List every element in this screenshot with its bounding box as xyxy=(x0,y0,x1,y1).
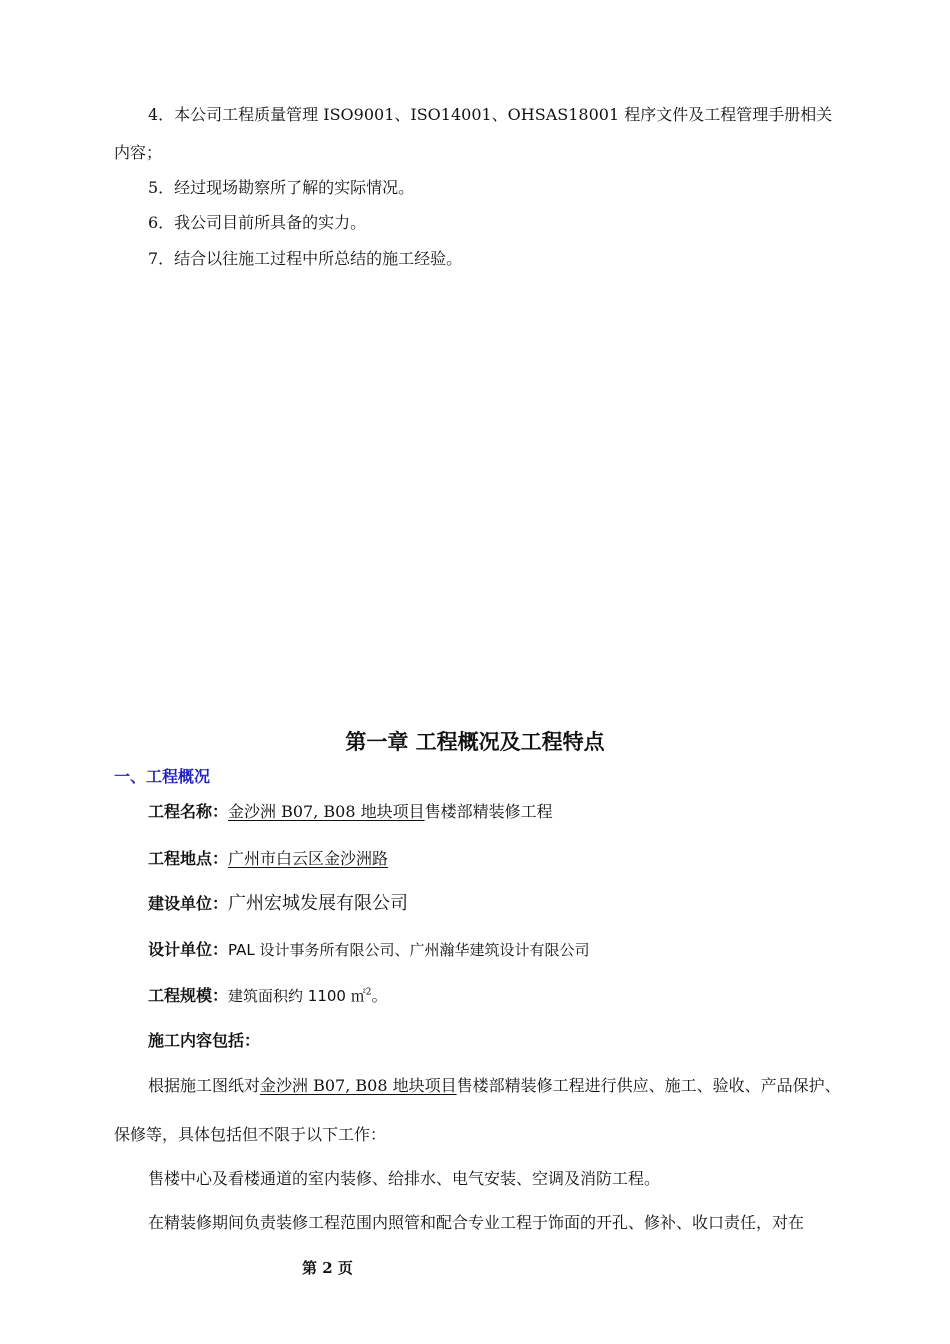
scope-label xyxy=(148,1031,260,1051)
scope-p1-underlined: 金沙洲 B07, B08 地块项目 xyxy=(260,1076,457,1095)
builder-row xyxy=(148,894,408,914)
project-location-value: 广州市白云区金沙洲路 xyxy=(228,849,389,868)
builder-value: 广州宏城发展有限公司 xyxy=(228,893,409,914)
designer-value: PAL 设计事务所有限公司、广州瀚华建筑设计有限公司 xyxy=(228,941,590,959)
scope-p1-start: 根据施工图纸对 xyxy=(148,1076,261,1095)
scope-paragraph-2: 售楼中心及看楼通道的室内装修、给排水、电气安装、空调及消防工程。 xyxy=(148,1169,661,1188)
chapter-title: 第一章 工程概况及工程特点 xyxy=(345,730,605,754)
scope-label-text: 施工内容包括： xyxy=(148,1031,261,1050)
scope-paragraph-3: 在精装修期间负责装修工程范围内照管和配合专业工程于饰面的开孔、修补、收口责任，对在 xyxy=(148,1213,805,1232)
project-name-label: 工程名称： xyxy=(148,802,229,821)
project-name-rest: 售楼部精装修工程 xyxy=(424,802,553,821)
page-number: 第 2 页 xyxy=(302,1259,353,1277)
scale-superscript: 2 xyxy=(365,987,372,998)
scale-value: 建筑面积约 1100 ㎡ xyxy=(228,987,366,1005)
section-heading: 一、工程概况 xyxy=(114,767,211,786)
project-location-row xyxy=(148,849,388,869)
project-name-row xyxy=(148,802,553,822)
intro-item-4-line-1: 4．本公司工程质量管理 ISO9001、ISO14001、OHSAS18001 程序文件及工程管理手册相关 xyxy=(148,105,833,124)
intro-item-6: 6．我公司目前所具备的实力。 xyxy=(148,213,367,232)
scope-paragraph-1-line-2: 保修等，具体包括但不限于以下工作： xyxy=(114,1125,387,1144)
intro-item-5: 5．经过现场勘察所了解的实际情况。 xyxy=(148,178,415,197)
scale-end: 。 xyxy=(371,986,388,1005)
scope-paragraph-1-line-1 xyxy=(148,1076,841,1096)
project-name-underlined: 金沙洲 B07, B08 地块项目 xyxy=(228,802,425,821)
scope-p1-rest: 售楼部精装修工程进行供应、施工、验收、产品保护、 xyxy=(456,1076,841,1095)
project-location-label: 工程地点： xyxy=(148,849,229,868)
scale-row xyxy=(148,986,387,1006)
designer-row xyxy=(148,940,590,960)
designer-label: 设计单位： xyxy=(148,940,229,959)
builder-label: 建设单位： xyxy=(148,894,229,913)
scale-label: 工程规模： xyxy=(148,986,229,1005)
intro-item-7: 7．结合以往施工过程中所总结的施工经验。 xyxy=(148,249,463,268)
intro-item-4-line-2: 内容； xyxy=(114,143,163,162)
